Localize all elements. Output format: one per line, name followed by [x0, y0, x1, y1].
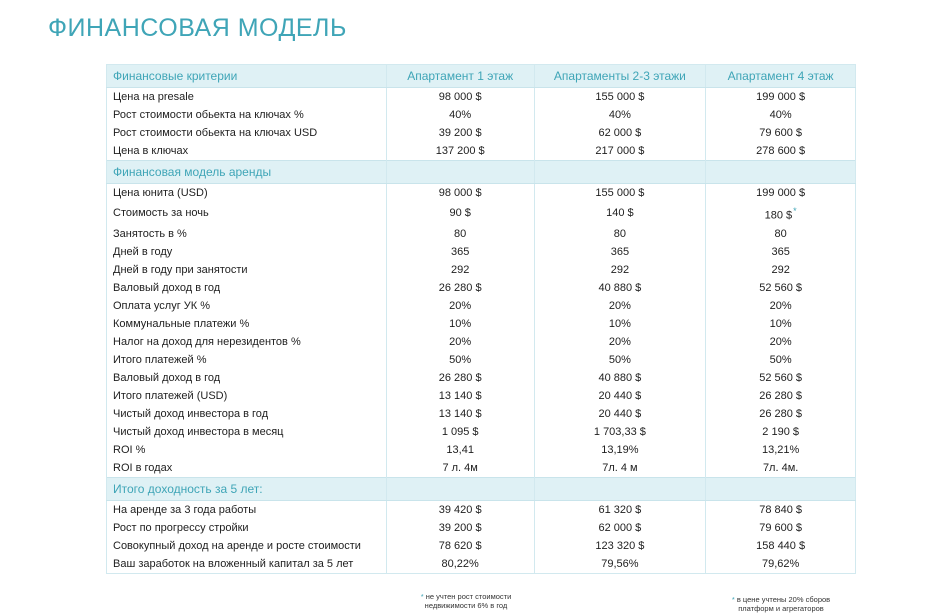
row-value: 155 000 $ — [595, 187, 645, 199]
row-value: 13 140 $ — [438, 407, 482, 420]
row-label: Оплата услуг УК % — [107, 297, 387, 315]
row-value: 26 280 $ — [759, 407, 803, 420]
row-value-cell — [386, 369, 534, 387]
row-value-cell — [386, 202, 534, 225]
row-value-cell — [706, 405, 856, 423]
table-row — [107, 387, 856, 405]
row-value: 292 — [771, 263, 790, 276]
table-row — [107, 423, 856, 441]
row-value-cell — [386, 441, 534, 459]
row-value: 10% — [449, 317, 472, 330]
row-value-cell — [534, 405, 706, 423]
row-value: 40 880 $ — [598, 281, 642, 294]
row-value: 365 — [450, 245, 470, 258]
row-label: Стоимость за ночь — [107, 202, 387, 225]
row-value: 13,41 — [446, 443, 474, 456]
row-label: ROI % — [107, 441, 387, 459]
row-value-cell — [706, 261, 856, 279]
row-label: Цена юнита (USD) — [107, 184, 387, 203]
row-value: 20% — [449, 299, 472, 312]
table-row — [107, 519, 856, 537]
row-value: 7л. 4 м — [602, 461, 638, 474]
row-value: 78 840 $ — [759, 503, 803, 516]
row-value: 137 200 $ — [435, 145, 485, 157]
row-value-cell — [534, 124, 706, 142]
table-row — [107, 279, 856, 297]
row-value: 80 — [774, 227, 787, 240]
row-value: 62 000 $ — [598, 521, 642, 534]
row-value-cell — [386, 459, 534, 478]
row-value: 10% — [608, 317, 631, 330]
row-value-cell — [386, 225, 534, 243]
row-value: 52 560 $ — [759, 371, 803, 384]
row-value-cell — [386, 243, 534, 261]
row-label: Чистый доход инвестора в год — [107, 405, 387, 423]
row-value-cell — [534, 441, 706, 459]
table-header-row — [107, 65, 856, 88]
row-value: 50% — [449, 353, 472, 366]
row-label: Чистый доход инвестора в месяц — [107, 423, 387, 441]
row-value-cell — [386, 333, 534, 351]
table-row — [107, 184, 856, 203]
row-value: 20% — [608, 299, 631, 312]
row-label: Валовый доход в год — [107, 369, 387, 387]
row-value-cell — [386, 106, 534, 124]
row-value: 40% — [449, 109, 472, 121]
row-value-cell — [706, 387, 856, 405]
row-value-cell — [386, 387, 534, 405]
footnote-left-star: * — [420, 592, 424, 601]
row-value: 80 — [454, 227, 467, 240]
row-value: 79 600 $ — [759, 521, 803, 534]
row-value: 50% — [769, 353, 792, 366]
row-value: 123 320 $ — [595, 539, 645, 552]
row-value: 98 000 $ — [438, 187, 482, 199]
row-value-cell — [386, 315, 534, 333]
row-value: 62 000 $ — [598, 127, 642, 139]
row-value-cell — [386, 423, 534, 441]
row-value-cell — [534, 537, 706, 555]
row-value-cell — [534, 387, 706, 405]
row-value-cell — [534, 142, 706, 161]
row-value-cell — [534, 88, 706, 107]
table-row — [107, 315, 856, 333]
row-value: 39 200 $ — [438, 127, 482, 139]
row-label: Налог на доход для нерезидентов % — [107, 333, 387, 351]
row-value-cell — [534, 369, 706, 387]
row-value: 39 200 $ — [438, 521, 482, 534]
footnote-right-star: * — [731, 595, 735, 604]
row-value: 2 190 $ — [762, 425, 799, 438]
footnote-marker: * — [793, 206, 797, 216]
section-rental-model-empty-cell — [534, 161, 706, 184]
row-value: 52 560 $ — [759, 281, 803, 294]
row-value: 98 000 $ — [438, 91, 482, 103]
row-value: 199 000 $ — [756, 187, 806, 199]
row-value-cell — [706, 279, 856, 297]
row-value: 50% — [608, 353, 631, 366]
row-value-cell — [386, 351, 534, 369]
row-value-cell — [534, 351, 706, 369]
row-value-cell — [386, 261, 534, 279]
page-title: ФИНАНСОВАЯ МОДЕЛЬ — [48, 14, 347, 42]
footnote-right — [716, 595, 846, 613]
row-value: 61 320 $ — [598, 503, 642, 516]
section-5-year-yield — [107, 477, 856, 500]
row-value-cell — [706, 315, 856, 333]
row-value: 26 280 $ — [759, 389, 803, 402]
row-value: 292 — [610, 263, 630, 276]
row-value: 78 620 $ — [438, 539, 482, 552]
row-value-cell — [706, 441, 856, 459]
row-value-cell — [706, 351, 856, 369]
row-value: 20 440 $ — [598, 407, 642, 420]
footnote-left-line2: недвижимости 6% в год — [424, 601, 508, 610]
row-label: Рост стоимости обьекта на ключах % — [107, 106, 387, 124]
row-value: 13 140 $ — [438, 389, 482, 402]
table-row — [107, 106, 856, 124]
row-value: 80 — [613, 227, 627, 240]
row-value-cell — [534, 519, 706, 537]
row-value-cell — [534, 297, 706, 315]
row-value: 365 — [610, 245, 630, 258]
row-value-cell — [386, 184, 534, 203]
row-value-cell — [534, 555, 706, 574]
section-rental-model-empty-cell — [386, 161, 534, 184]
table-row — [107, 243, 856, 261]
row-value-cell — [534, 202, 706, 225]
row-value: 13,19% — [601, 443, 639, 456]
row-value: 40% — [608, 109, 631, 121]
table-row — [107, 202, 856, 225]
table-row — [107, 225, 856, 243]
row-label: Дней в году при занятости — [107, 261, 387, 279]
row-value: 158 440 $ — [756, 539, 806, 552]
row-label: Ваш заработок на вложенный капитал за 5 лет — [107, 555, 387, 574]
row-value: 79,56% — [601, 557, 639, 570]
section-rental-model-title: Финансовая модель аренды — [107, 161, 387, 184]
row-value-cell — [386, 297, 534, 315]
row-value-cell — [386, 555, 534, 574]
row-value-cell — [706, 297, 856, 315]
row-value: 20% — [608, 335, 631, 348]
table-row — [107, 351, 856, 369]
row-value-cell — [706, 537, 856, 555]
row-label: Цена на presale — [107, 88, 387, 107]
section-rental-model-empty-cell — [706, 161, 856, 184]
footnote-left-line1: не учтен рост стоимости — [425, 592, 512, 601]
row-value-cell — [534, 106, 706, 124]
table-row — [107, 405, 856, 423]
row-value: 13,21% — [761, 443, 800, 456]
row-label: Занятость в % — [107, 225, 387, 243]
row-label: Цена в ключах — [107, 142, 387, 161]
row-value-cell — [534, 333, 706, 351]
row-value: 40% — [769, 109, 792, 121]
row-value: 20% — [769, 299, 792, 312]
row-value: 10% — [769, 317, 792, 330]
table-row — [107, 369, 856, 387]
row-value: 20% — [769, 335, 792, 348]
row-value-cell — [534, 225, 706, 243]
row-value-cell — [706, 369, 856, 387]
row-value-cell — [534, 261, 706, 279]
row-value-cell — [706, 142, 856, 161]
section-5-year-yield-empty-cell — [534, 477, 706, 500]
row-label: На аренде за 3 года работы — [107, 500, 387, 519]
row-value-cell — [706, 184, 856, 203]
row-value-cell — [706, 243, 856, 261]
table-row — [107, 261, 856, 279]
table-row — [107, 297, 856, 315]
row-value-cell — [534, 423, 706, 441]
row-value-cell — [534, 315, 706, 333]
row-value-cell — [534, 243, 706, 261]
row-value-cell — [706, 500, 856, 519]
row-value-cell — [706, 124, 856, 142]
row-label: Коммунальные платежи % — [107, 315, 387, 333]
row-value-cell — [386, 124, 534, 142]
section-5-year-yield-title: Итого доходность за 5 лет: — [107, 477, 387, 500]
row-value-cell — [534, 184, 706, 203]
row-value: 26 280 $ — [438, 371, 482, 384]
row-label: Итого платежей (USD) — [107, 387, 387, 405]
row-value-cell — [706, 519, 856, 537]
row-value: 7л. 4м. — [762, 461, 799, 474]
row-value: 155 000 $ — [595, 91, 645, 103]
row-value: 180 $ — [764, 209, 793, 222]
row-value-cell — [706, 202, 856, 225]
row-label: Дней в году — [107, 243, 387, 261]
row-value: 20 440 $ — [598, 389, 642, 402]
table-row — [107, 500, 856, 519]
row-label: Рост стоимости обьекта на ключах USD — [107, 124, 387, 142]
row-label: Совокупный доход на аренде и росте стоимости — [107, 537, 387, 555]
row-value: 7 л. 4м — [442, 461, 478, 474]
header-criteria: Финансовые критерии — [107, 65, 387, 88]
row-value-cell — [386, 500, 534, 519]
row-value-cell — [386, 519, 534, 537]
section-5-year-yield-empty-cell — [386, 477, 534, 500]
section-5-year-yield-empty-cell — [706, 477, 856, 500]
table-row — [107, 88, 856, 107]
row-value-cell — [706, 333, 856, 351]
row-value-cell — [534, 500, 706, 519]
row-label: Рост по прогрессу стройки — [107, 519, 387, 537]
row-label: Итого платежей % — [107, 351, 387, 369]
footnote-right-line2: платформ и агрегаторов — [738, 604, 824, 613]
row-value-cell — [706, 459, 856, 478]
row-value-cell — [386, 537, 534, 555]
row-value: 79,62% — [761, 557, 800, 570]
row-value: 278 600 $ — [756, 145, 806, 157]
row-value-cell — [534, 279, 706, 297]
financial-model-table — [106, 64, 856, 574]
row-label: Валовый доход в год — [107, 279, 387, 297]
row-value: 140 $ — [606, 207, 634, 220]
row-value: 1 703,33 $ — [593, 425, 646, 438]
header-col-1: Апартамент 1 этаж — [386, 65, 534, 88]
table-row — [107, 441, 856, 459]
footnote-left — [406, 592, 526, 610]
footnote-right-line1: в цене учтены 20% сборов — [736, 595, 831, 604]
row-value-cell — [706, 423, 856, 441]
table-row — [107, 537, 856, 555]
row-value-cell — [386, 88, 534, 107]
row-value: 20% — [449, 335, 472, 348]
table-row — [107, 555, 856, 574]
row-value: 80,22% — [441, 557, 479, 570]
row-value-cell — [706, 88, 856, 107]
row-value: 199 000 $ — [756, 91, 806, 103]
table-row — [107, 459, 856, 478]
header-col-2: Апартаменты 2-3 этажи — [534, 65, 706, 88]
row-value: 26 280 $ — [438, 281, 482, 294]
row-value-cell — [706, 225, 856, 243]
row-value: 365 — [771, 245, 790, 258]
table-row — [107, 142, 856, 161]
row-value: 40 880 $ — [598, 371, 642, 384]
row-value: 79 600 $ — [759, 127, 803, 139]
header-col-3: Апартамент 4 этаж — [706, 65, 856, 88]
table-row — [107, 333, 856, 351]
section-rental-model — [107, 161, 856, 184]
row-value: 39 420 $ — [438, 503, 482, 516]
row-value-cell — [706, 106, 856, 124]
row-value-cell — [534, 459, 706, 478]
row-value-cell — [386, 405, 534, 423]
row-value: 292 — [450, 263, 470, 276]
row-value-cell — [386, 142, 534, 161]
row-value-cell — [386, 279, 534, 297]
row-label: ROI в годах — [107, 459, 387, 478]
row-value: 217 000 $ — [595, 145, 645, 157]
row-value: 90 $ — [449, 207, 471, 220]
row-value-cell — [706, 555, 856, 574]
row-value: 1 095 $ — [441, 425, 479, 438]
table-row — [107, 124, 856, 142]
